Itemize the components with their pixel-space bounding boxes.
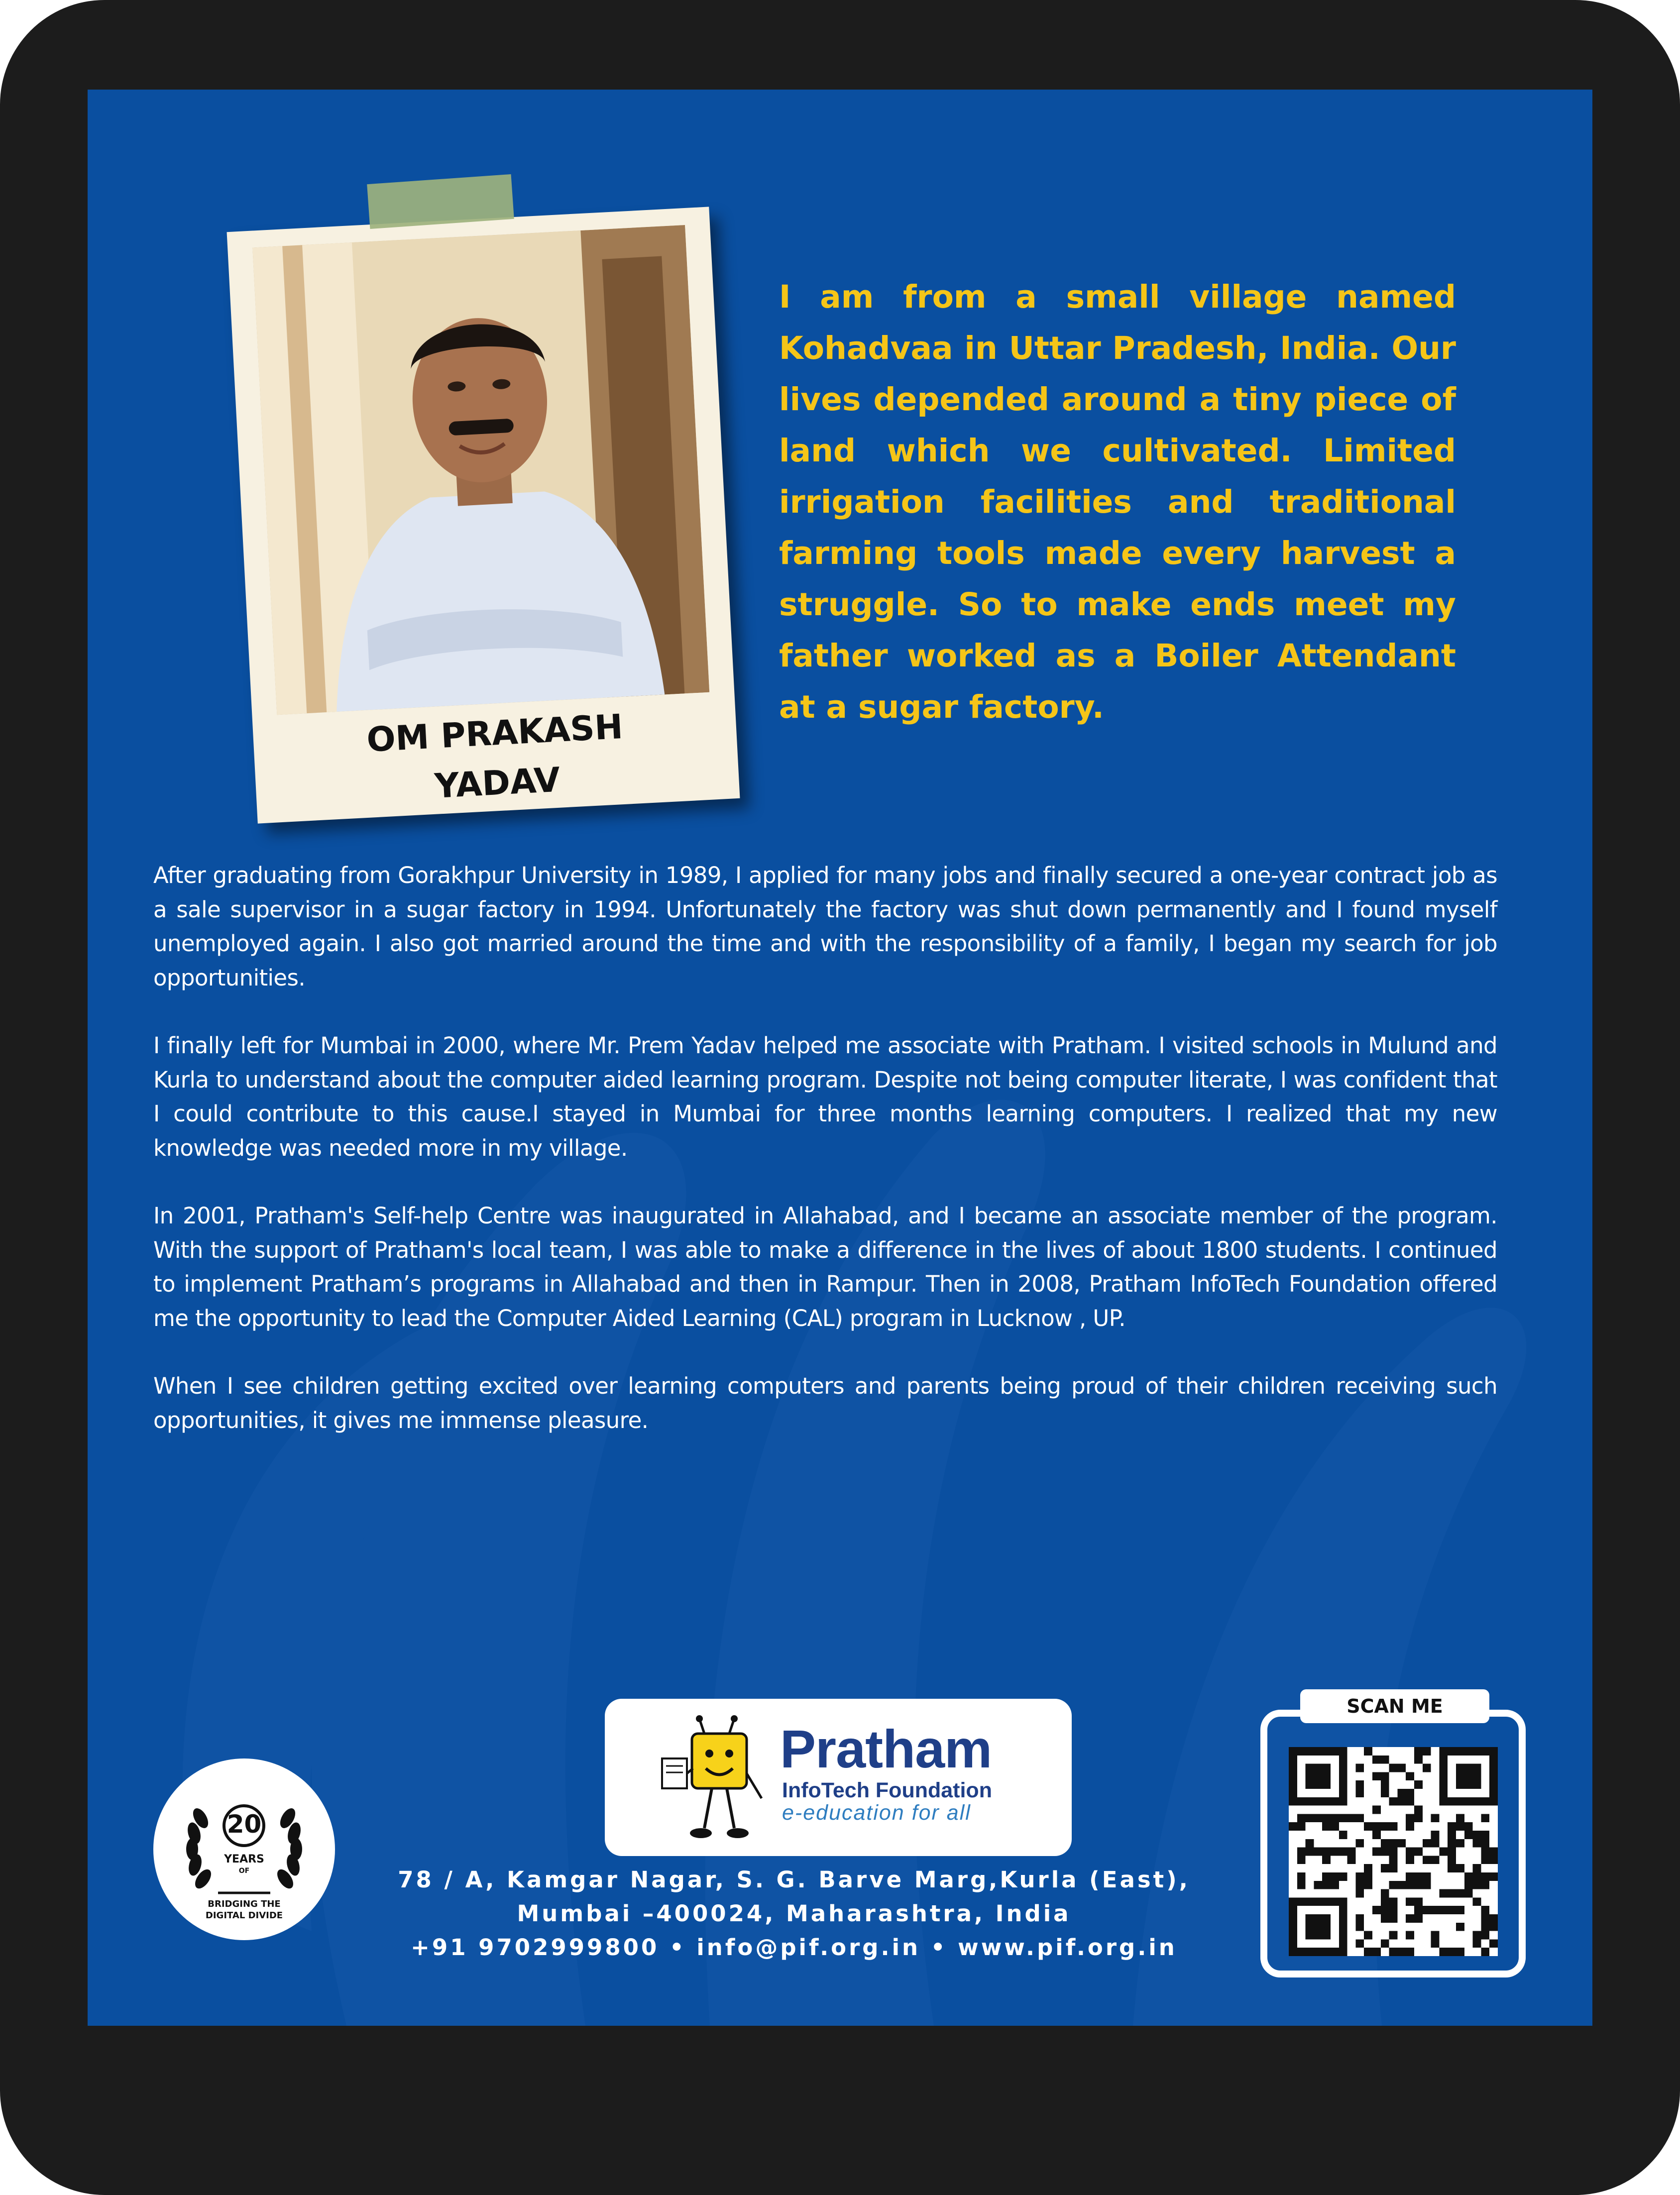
story-paragraph: When I see children getting excited over learning computers and parents being proud of their children receiving such opportunities, it gives me immense pleasure. bbox=[153, 1373, 1497, 1433]
qr-code[interactable] bbox=[1289, 1747, 1498, 1956]
person-name-line1: OM PRAKASH bbox=[365, 707, 624, 760]
story-paragraph: In 2001, Pratham's Self-help Centre was inaugurated in Allahabad, and I became an associate member of the program. With the support of Pratham's local team, I was able to make a difference in the lives of about 1800 students. I continued to implement Pratham’s programs in Allahabad and then in Rampur. Then in 2008, Pratham InfoTech Foundation offered me the opportunity to lead the Computer Aided Learning (CAL) program in Lucknow , UP. bbox=[153, 1203, 1497, 1331]
logo-name: Pratham bbox=[780, 1719, 992, 1779]
badge-number: 20 bbox=[226, 1810, 262, 1839]
story-paragraph: I finally left for Mumbai in 2000, where Mr. Prem Yadav helped me associate with Pratham. I visited schools in Mulund and Kurla to understand about the computer aided learning program. Despite not being computer literate, I was confident that I could contribute to this cause.I stayed in Mumbai for three months learning computers. I realized that my new knowledge was needed more in my village. bbox=[153, 1032, 1497, 1161]
badge-of: OF bbox=[238, 1867, 250, 1875]
address-line: Mumbai –400024, Maharashtra, India bbox=[517, 1900, 1071, 1927]
person-name bbox=[277, 698, 715, 820]
badge-motto-line1: BRIDGING THE bbox=[208, 1899, 281, 1909]
badge-motto-line2: DIGITAL DIVIDE bbox=[205, 1910, 283, 1921]
story-paragraph: After graduating from Gorakhpur University in 1989, I applied for many jobs and finally secured a one-year contract job as a sale supervisor in a sugar factory in 1994. Unfortunately the factory was shut down permanently and I found myself unemployed again. I also got married around the time and with the responsibility of a family, I began my search for job opportunities. bbox=[153, 862, 1497, 991]
story-body bbox=[153, 859, 1497, 1471]
anniversary-badge bbox=[153, 1758, 335, 1940]
logo-tagline: e-education for all bbox=[782, 1801, 971, 1825]
scan-me-label: SCAN ME bbox=[1300, 1689, 1489, 1723]
intro-quote: I am from a small village named Kohadvaa in Uttar Pradesh, India. Our lives depended around a tiny piece of land which we cultivated. Limited irrigation facilities and traditional farming tools made every harvest a struggle. So to make ends meet my father worked as a Boiler Attendant at a sugar factory. bbox=[779, 279, 1456, 725]
mascot-icon bbox=[657, 1714, 767, 1848]
pratham-logo[interactable] bbox=[605, 1699, 1072, 1856]
portrait-photo bbox=[252, 225, 709, 715]
address-line: 78 / A, Kamgar Nagar, S. G. Barve Marg,Kurla (East), bbox=[398, 1866, 1190, 1893]
contact-block bbox=[358, 1863, 1230, 1965]
contact-line: +91 9702999800 • info@pif.org.in • www.pif.org.in bbox=[411, 1934, 1177, 1961]
logo-subtitle: InfoTech Foundation bbox=[782, 1778, 992, 1802]
portrait-polaroid bbox=[227, 207, 740, 823]
person-name-line2: YADAV bbox=[434, 760, 561, 806]
qr-code-icon bbox=[1289, 1747, 1498, 1956]
badge-years: YEARS bbox=[224, 1853, 264, 1866]
